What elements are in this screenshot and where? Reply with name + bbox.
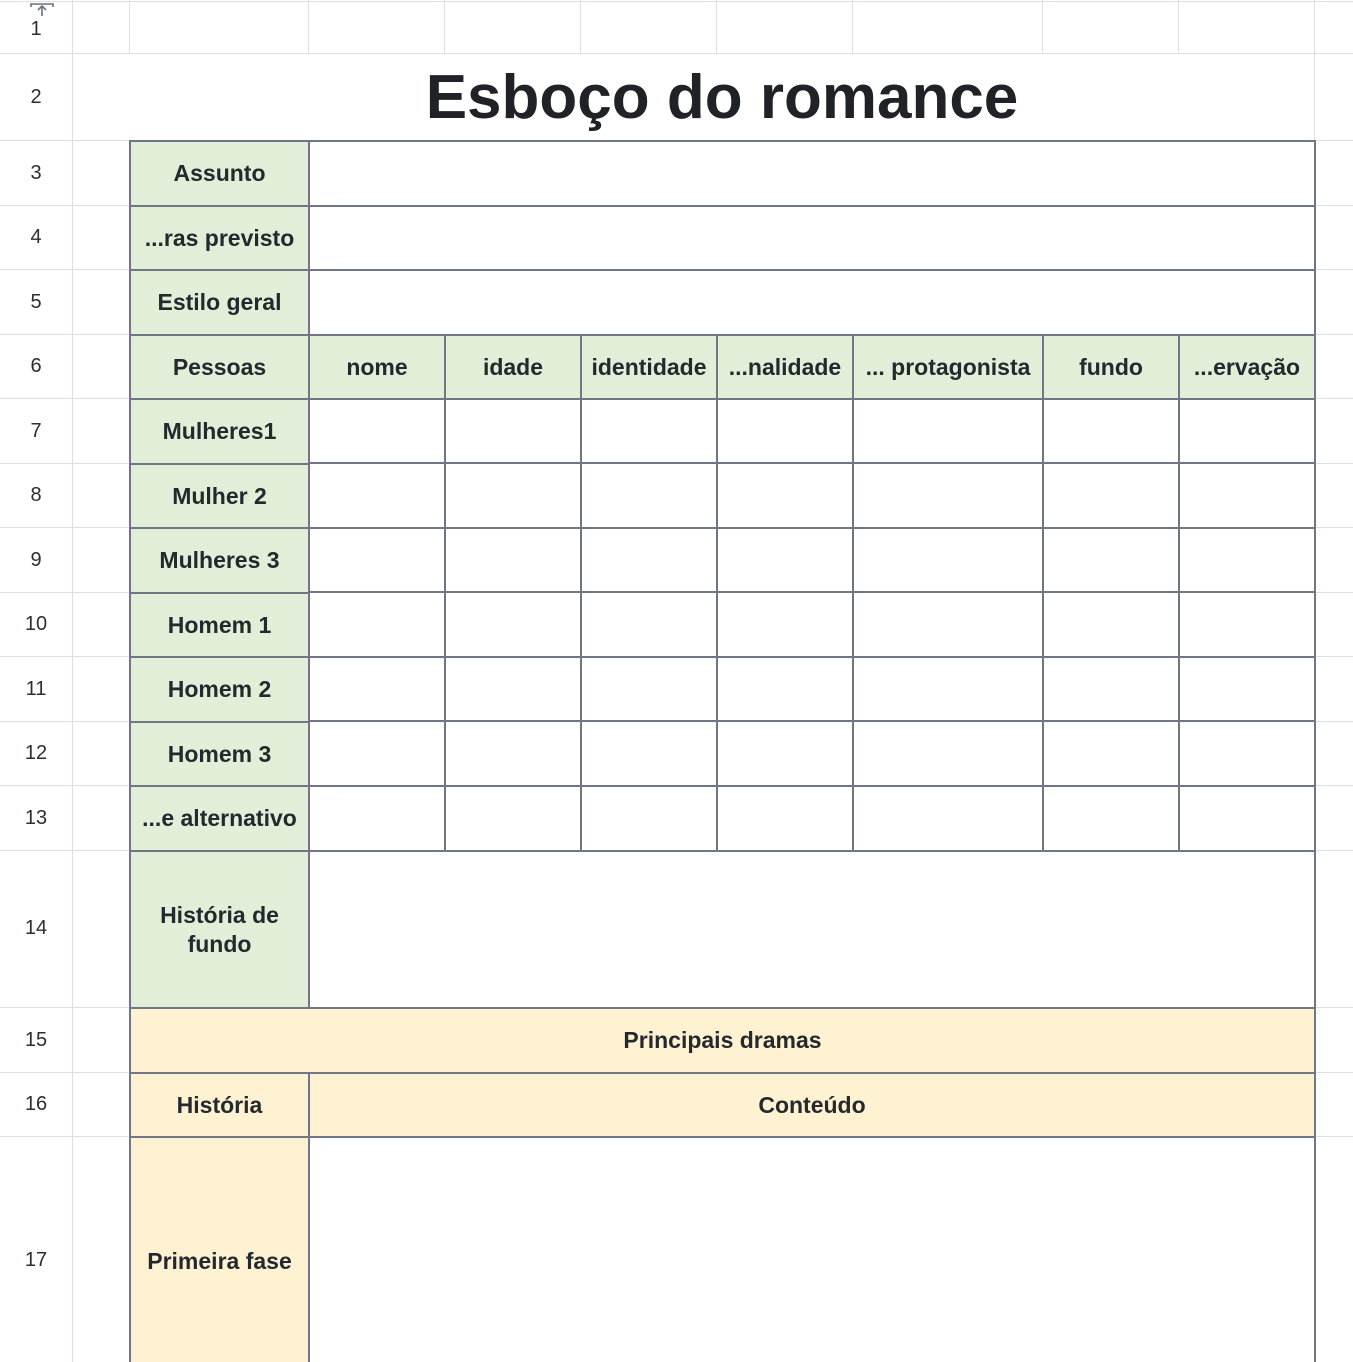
gridline <box>1314 592 1353 593</box>
people-row-label[interactable]: Mulher 2 <box>129 463 310 529</box>
people-header-cell[interactable]: identidade <box>580 334 718 400</box>
row-number[interactable]: 14 <box>24 917 48 939</box>
backstory-value[interactable] <box>308 850 1316 1009</box>
drama-row-label[interactable]: Primeira fase <box>129 1136 310 1362</box>
people-column-fundo[interactable] <box>1042 398 1180 852</box>
people-header-cell[interactable]: ...nalidade <box>716 334 854 400</box>
people-row-label[interactable]: Mulheres 3 <box>129 527 310 594</box>
row-divider <box>308 591 1316 593</box>
gridline <box>1314 140 1353 141</box>
gridline <box>0 398 129 399</box>
gridline <box>1314 1136 1353 1137</box>
gridline <box>0 1 1353 2</box>
dramas-col-story[interactable]: História <box>129 1072 310 1138</box>
field-value-estilo-geral[interactable] <box>308 269 1316 336</box>
people-column-personalidade[interactable] <box>716 398 854 852</box>
row-number[interactable]: 13 <box>24 806 48 829</box>
sheet-title[interactable]: Esboço do romance <box>425 62 1019 132</box>
gridline <box>0 592 129 593</box>
people-header-cell[interactable]: ... protagonista <box>852 334 1044 400</box>
gridline <box>0 140 129 141</box>
gridline <box>0 527 129 528</box>
row-number[interactable]: 4 <box>30 225 42 248</box>
people-row-label[interactable]: ...e alternativo <box>129 785 310 852</box>
gridline <box>1314 1007 1353 1008</box>
gridline <box>1314 527 1353 528</box>
gridline <box>444 0 445 54</box>
gridline <box>0 1072 129 1073</box>
gridline <box>852 0 853 54</box>
field-label-assunto[interactable]: Assunto <box>129 140 310 207</box>
row-number[interactable]: 15 <box>24 1028 48 1051</box>
people-header-cell[interactable]: ...ervação <box>1178 334 1316 400</box>
row-number[interactable]: 6 <box>30 354 42 377</box>
people-row-label[interactable]: Homem 1 <box>129 592 310 658</box>
row-number[interactable]: 10 <box>24 612 48 635</box>
row-divider <box>308 462 1316 464</box>
gridline <box>0 334 129 335</box>
field-value-assunto[interactable] <box>308 140 1316 207</box>
row-number[interactable]: 12 <box>24 741 48 764</box>
gridline <box>1314 1072 1353 1073</box>
gridline <box>1314 721 1353 722</box>
people-header-cell[interactable]: fundo <box>1042 334 1180 400</box>
field-label-estilo-geral[interactable]: Estilo geral <box>129 269 310 336</box>
gridline <box>129 0 130 54</box>
gridline <box>308 0 309 54</box>
people-column-nome[interactable] <box>308 398 446 852</box>
row-number[interactable]: 5 <box>30 290 42 313</box>
field-value-palavras-previsto[interactable] <box>308 205 1316 271</box>
gridline <box>1314 850 1353 851</box>
gridline <box>1178 0 1179 54</box>
gridline <box>1042 0 1043 54</box>
people-column-idade[interactable] <box>444 398 582 852</box>
row-divider <box>308 656 1316 658</box>
gridline <box>0 1136 129 1137</box>
gridline <box>1314 785 1353 786</box>
people-header-cell[interactable]: nome <box>308 334 446 400</box>
field-label-palavras-previsto[interactable]: ...ras previsto <box>129 205 310 271</box>
row-number[interactable]: 16 <box>24 1092 48 1115</box>
gridline <box>0 785 129 786</box>
gridline <box>1314 398 1353 399</box>
gridline <box>0 205 129 206</box>
dramas-col-content[interactable]: Conteúdo <box>308 1072 1316 1138</box>
row-number[interactable]: 9 <box>30 548 42 571</box>
people-column-identidade[interactable] <box>580 398 718 852</box>
people-column-observacao[interactable] <box>1178 398 1316 852</box>
row-number[interactable]: 1 <box>30 17 42 40</box>
row-number[interactable]: 11 <box>25 677 47 700</box>
gridline <box>0 463 129 464</box>
row-number[interactable]: 7 <box>30 419 42 442</box>
gridline <box>580 0 581 54</box>
gridline <box>1314 269 1353 270</box>
people-column-protagonista[interactable] <box>852 398 1044 852</box>
gridline <box>0 850 129 851</box>
gridline <box>0 269 129 270</box>
row-divider <box>308 527 1316 529</box>
row-number[interactable]: 17 <box>24 1248 48 1271</box>
people-header-cell[interactable]: Pessoas <box>129 334 310 400</box>
gridline <box>1314 205 1353 206</box>
people-row-label[interactable]: Homem 2 <box>129 656 310 723</box>
gridline <box>1314 656 1353 657</box>
gridline <box>0 721 129 722</box>
gridline <box>0 1007 129 1008</box>
row-divider <box>308 720 1316 722</box>
people-row-label[interactable]: Homem 3 <box>129 721 310 787</box>
row-number[interactable]: 2 <box>30 85 42 108</box>
row-number[interactable]: 3 <box>30 161 42 184</box>
backstory-label[interactable]: História de fundo <box>129 850 310 1009</box>
gridline <box>1314 463 1353 464</box>
people-row-label[interactable]: Mulheres1 <box>129 398 310 465</box>
dramas-title[interactable]: Principais dramas <box>129 1007 1316 1074</box>
drama-row-content[interactable] <box>308 1136 1316 1362</box>
row-divider <box>308 785 1316 787</box>
gridline <box>716 0 717 54</box>
people-header-cell[interactable]: idade <box>444 334 582 400</box>
gridline <box>1314 334 1353 335</box>
gridline <box>0 656 129 657</box>
row-number[interactable]: 8 <box>30 483 42 506</box>
